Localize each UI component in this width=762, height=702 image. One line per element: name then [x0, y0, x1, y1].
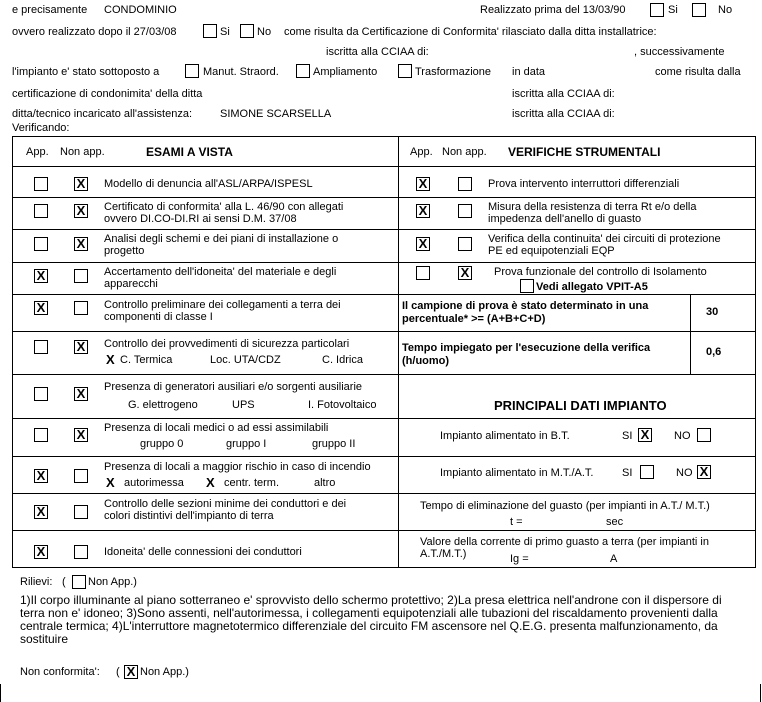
row-sep	[12, 456, 398, 457]
row-sep	[12, 229, 398, 230]
g-elettrogeno-label: G. elettrogeno	[128, 399, 198, 411]
certificazione-ditta-label: certificazione di condonimita' della ditta	[12, 88, 203, 100]
row-sep	[398, 530, 756, 531]
building-type: CONDOMINIO	[104, 4, 177, 16]
row-sep	[398, 493, 756, 494]
row-app-checkbox[interactable]: X	[34, 469, 48, 483]
row-text: Modello di denuncia all'ASL/ARPA/ISPESL	[104, 178, 313, 190]
successivamente-label: , successivamente	[634, 46, 725, 58]
gruppo0-label: gruppo 0	[140, 438, 184, 450]
row-text: Controllo dei provvedimenti di sicurezza particolari	[104, 338, 350, 350]
verificando-label: Verificando:	[12, 122, 70, 134]
amp-label: A	[610, 553, 618, 565]
row-non-app-checkbox[interactable]: X	[74, 237, 88, 251]
come-risulta-label: come risulta da Certificazione di Conformita' rilasciato dalla ditta installatrice:	[284, 26, 657, 38]
c-idrica-label: C. Idrica	[322, 354, 363, 366]
t-eq-label: t =	[510, 516, 523, 528]
rilievi-label: Rilievi:	[20, 576, 53, 588]
tecnico-name: SIMONE SCARSELLA	[220, 108, 332, 120]
non-conformita-checkbox[interactable]: X	[124, 665, 138, 679]
iscritta-cciaa-label: iscritta alla CCIAA di:	[326, 46, 429, 58]
sicurezza-x-mark: X	[106, 352, 115, 367]
manut-checkbox[interactable]	[185, 64, 199, 78]
page-border	[0, 684, 1, 702]
prima-no-checkbox[interactable]	[692, 3, 706, 17]
bt-si-checkbox[interactable]: X	[638, 428, 652, 442]
left-col-non-app-header: Non app.	[60, 146, 105, 158]
right-col-app-header: App.	[410, 146, 433, 158]
trasformazione-label: Trasformazione	[415, 66, 492, 78]
prima-si-label: Si	[668, 4, 678, 16]
bt-label: Impianto alimentato in B.T.	[440, 430, 570, 442]
right-row-app-checkbox[interactable]	[416, 266, 430, 280]
right-col-non-app-header: Non app.	[442, 146, 487, 158]
precisamente-label: e precisamente	[12, 4, 88, 16]
bt-no-label: NO	[674, 430, 691, 442]
row-app-checkbox[interactable]: X	[34, 545, 48, 559]
bt-no-checkbox[interactable]	[697, 428, 711, 442]
campione-label: Il campione di prova è stato determinato in una percentuale* >= (A+B+C+D)	[402, 300, 649, 325]
row-non-app-checkbox[interactable]: X	[74, 428, 88, 442]
right-row-app-checkbox[interactable]: X	[416, 177, 430, 191]
ups-label: UPS	[232, 399, 255, 411]
verifiche-strumentali-title: VERIFICHE STRUMENTALI	[508, 145, 661, 159]
row-text: Presenza di locali a maggior rischio in caso di incendio	[104, 461, 371, 473]
row-sep	[12, 530, 398, 531]
in-data-label: in data	[512, 66, 546, 78]
mt-si-label: SI	[622, 467, 633, 479]
row-non-app-checkbox[interactable]	[74, 469, 88, 483]
vedi-allegato-checkbox[interactable]	[520, 279, 534, 293]
dopo-no-checkbox[interactable]	[240, 24, 254, 38]
row-app-checkbox[interactable]: X	[34, 301, 48, 315]
non-conformita-label: Non conformita':	[20, 666, 100, 678]
row-text: Analisi degli schemi e dei piani di installazione o progetto	[104, 233, 339, 257]
gruppo1-label: gruppo I	[226, 438, 267, 450]
dopo-si-checkbox[interactable]	[203, 24, 217, 38]
mt-si-checkbox[interactable]	[640, 465, 654, 479]
row-non-app-checkbox[interactable]	[74, 505, 88, 519]
realizzato-prima-label: Realizzato prima del 13/03/90	[480, 4, 626, 16]
row-non-app-checkbox[interactable]: X	[74, 204, 88, 218]
right-row-non-app-checkbox[interactable]	[458, 177, 472, 191]
corrente-guasto-label: Valore della corrente di primo guasto a terra (per impianti in A.T./M.T.)	[420, 536, 709, 560]
right-row-non-app-checkbox[interactable]: X	[458, 266, 472, 280]
sec-label: sec	[606, 516, 624, 528]
tempo-value: 0,6	[706, 346, 722, 358]
row-sep	[398, 197, 756, 198]
come-risulta-dalla-label: come risulta dalla	[655, 66, 741, 78]
iscritta-cciaa-3-label: iscritta alla CCIAA di:	[512, 108, 615, 120]
vedi-allegato-label: Vedi allegato VPIT-A5	[536, 281, 648, 293]
row-non-app-checkbox[interactable]	[74, 269, 88, 283]
row-text: Accertamento dell'idoneita' del materiale e degli apparecchi	[104, 266, 337, 290]
ig-eq-label: Ig =	[510, 553, 529, 565]
row-text: Certificato di conformita' alla L. 46/90 con allegati ovvero DI.CO-DI.RI ai sensi D.M. 37/08	[104, 201, 344, 225]
row-app-checkbox[interactable]: X	[34, 269, 48, 283]
mt-no-label: NO	[676, 467, 693, 479]
row-sep	[398, 456, 756, 457]
rilievi-non-app-label: Non App.)	[88, 576, 137, 588]
row-sep	[398, 294, 756, 295]
bt-si-label: SI	[622, 430, 633, 442]
right-row-text: Prova intervento interruttori differenziali	[488, 178, 680, 190]
loc-uta-label: Loc. UTA/CDZ	[210, 354, 281, 366]
autorimessa-x-mark: X	[106, 475, 115, 490]
tempo-guasto-label: Tempo di eliminazione del guasto (per impianti in A.T./ M.T.)	[420, 500, 710, 512]
centr-term-x-mark: X	[206, 475, 215, 490]
fotovoltaico-label: I. Fotovoltaico	[308, 399, 377, 411]
autorimessa-label: autorimessa	[124, 477, 184, 489]
row-sep	[398, 374, 756, 375]
prima-si-checkbox[interactable]	[650, 3, 664, 17]
row-text: Controllo delle sezioni minime dei conduttori e dei colori distintivi dell'impianto di terra	[104, 498, 347, 522]
gruppo2-label: gruppo II	[312, 438, 356, 450]
mt-label: Impianto alimentato in M.T./A.T.	[440, 467, 594, 479]
row-non-app-checkbox[interactable]	[74, 545, 88, 559]
row-app-checkbox[interactable]	[34, 428, 48, 442]
rilievi-text: 1)Il corpo illuminante al piano sotterraneo e' sprovvisto dello schermo protettivo; 2)La presa elettrica nell'androne con il dispersore di terra non e' idoneo; 3)Sono assenti, nell'autorimessa, i collegamenti equipotenziali alle tubazioni del riscaldamento provenienti dalla centrale termica; 4)L'interruttore magnetotermico differenziale del circuito FM ascensore nel Q.E.G. presenta malfunzionamento, da sostituire	[20, 593, 722, 646]
ampliamento-checkbox[interactable]	[296, 64, 310, 78]
right-row-text: Misura della resistenza di terra Rt e/o della impedenza dell'anello di guasto	[488, 201, 697, 225]
row-text: Idoneita' delle connessioni dei conduttori	[104, 546, 302, 558]
campione-value: 30	[706, 306, 719, 318]
ditta-tecnico-label: ditta/tecnico incaricato all'assistenza:	[12, 108, 193, 120]
row-non-app-checkbox[interactable]: X	[74, 387, 88, 401]
row-sep	[12, 493, 398, 494]
row-app-checkbox[interactable]	[34, 204, 48, 218]
row-sep	[12, 418, 398, 419]
column-divider	[398, 136, 399, 568]
value-col-divider	[690, 294, 691, 374]
nc-paren: (	[116, 666, 120, 678]
row-sep	[398, 418, 756, 419]
row-sep	[398, 229, 756, 230]
left-col-app-header: App.	[26, 146, 49, 158]
row-non-app-checkbox[interactable]: X	[74, 340, 88, 354]
row-app-checkbox[interactable]	[34, 340, 48, 354]
mt-no-checkbox[interactable]: X	[697, 465, 711, 479]
row-app-checkbox[interactable]: X	[34, 505, 48, 519]
row-app-checkbox[interactable]	[34, 237, 48, 251]
prima-no-label: No	[718, 4, 733, 16]
ampliamento-label: Ampliamento	[313, 66, 378, 78]
rilievi-non-app-checkbox[interactable]	[72, 575, 86, 589]
page-border	[760, 684, 761, 702]
right-row-text: Prova funzionale del controllo di Isolamento	[494, 266, 707, 278]
dopo-si-label: Si	[220, 26, 230, 38]
iscritta-cciaa-2-label: iscritta alla CCIAA di:	[512, 88, 615, 100]
ovvero-label: ovvero realizzato dopo il 27/03/08	[12, 26, 177, 38]
tempo-label: Tempo impiegato per l'esecuzione della verifica (h/uomo)	[402, 342, 651, 367]
esami-a-vista-title: ESAMI A VISTA	[146, 145, 233, 159]
row-sep	[398, 331, 756, 332]
altro-label: altro	[314, 477, 336, 489]
row-app-checkbox[interactable]	[34, 177, 48, 191]
centr-term-label: centr. term.	[224, 477, 280, 489]
row-sep	[12, 262, 398, 263]
principali-dati-title: PRINCIPALI DATI IMPIANTO	[494, 398, 667, 413]
dopo-no-label: No	[257, 26, 272, 38]
row-sep	[12, 294, 398, 295]
row-text: Presenza di locali medici o ad essi assimilabili	[104, 422, 329, 434]
row-sep	[12, 197, 398, 198]
nc-non-app-label: Non App.)	[140, 666, 189, 678]
row-sep	[12, 374, 398, 375]
right-row-app-checkbox[interactable]: X	[416, 204, 430, 218]
trasformazione-checkbox[interactable]	[398, 64, 412, 78]
row-non-app-checkbox[interactable]	[74, 301, 88, 315]
right-row-app-checkbox[interactable]: X	[416, 237, 430, 251]
manut-label: Manut. Straord.	[203, 66, 279, 78]
rilievi-paren: (	[62, 576, 66, 588]
right-row-text: Verifica della continuita' dei circuiti di protezione PE ed equipotenziali EQP	[488, 233, 721, 257]
row-app-checkbox[interactable]	[34, 387, 48, 401]
row-non-app-checkbox[interactable]: X	[74, 177, 88, 191]
right-row-non-app-checkbox[interactable]	[458, 204, 472, 218]
header-separator	[12, 166, 756, 167]
impianto-sottoposto-label: l'impianto e' stato sottoposto a	[12, 66, 160, 78]
row-sep	[398, 262, 756, 263]
row-text: Controllo preliminare dei collegamenti a terra dei componenti di classe I	[104, 299, 341, 323]
right-row-non-app-checkbox[interactable]	[458, 237, 472, 251]
row-sep	[12, 331, 398, 332]
row-text: Presenza di generatori ausiliari e/o sorgenti ausiliarie	[104, 381, 363, 393]
c-termica-label: C. Termica	[120, 354, 173, 366]
